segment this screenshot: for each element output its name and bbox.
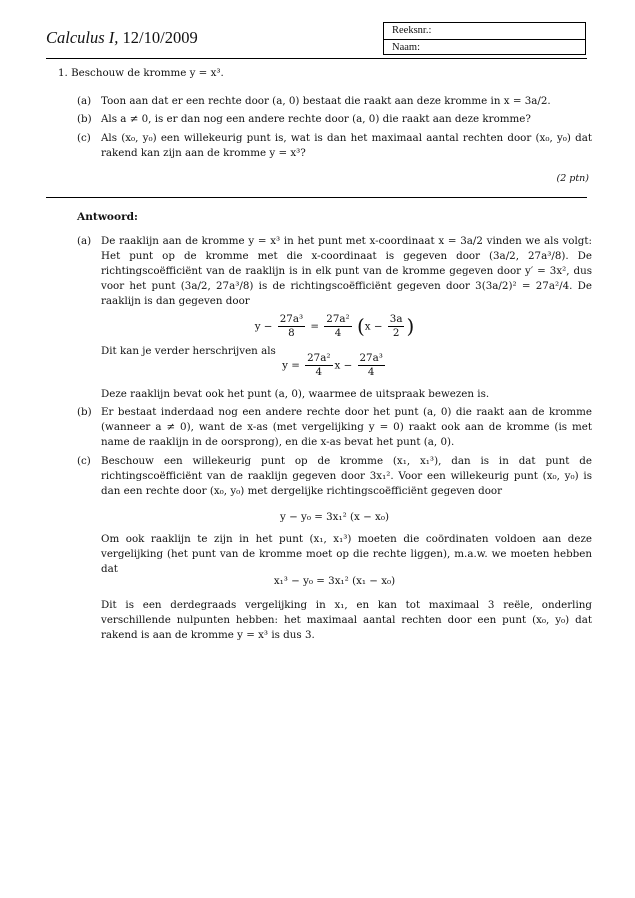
answer-part-c — [77, 454, 592, 499]
points-label: (2 ptn) — [556, 173, 589, 184]
answer-parts — [77, 234, 592, 884]
question-parts — [77, 94, 592, 174]
eq-lhs: y − — [254, 320, 273, 333]
open-paren: ( — [356, 314, 365, 338]
part-label: (b) — [77, 406, 92, 418]
name-box — [383, 22, 586, 55]
answer-c-paragraph-2-wrap — [77, 532, 592, 577]
part-text: Als (x₀, y₀) een willekeurig punt is, wat is dan het maximaal aantal rechten door (x₀, y₀) dat rakend kan zijn aan de kromme y = x³? — [101, 132, 592, 159]
part-text: Als a ≠ 0, is er dan nog een andere rechte door (a, 0) die raakt aan deze kromme? — [101, 113, 531, 125]
fraction: $\frac{\text{27a³}}{8}$ — [279, 313, 304, 339]
question-part-c — [77, 131, 592, 161]
answer-c-paragraph-2: Om ook raaklijn te zijn in het punt (x₁, x₁³) moeten die coördinaten voldoen aan deze vergelijking (het punt van de kromme moet op die rechte liggen), m.a.w. we moeten hebben dat — [101, 533, 592, 575]
answer-part-b — [77, 405, 592, 450]
part-label: (c) — [77, 455, 91, 467]
question-intro-text: Beschouw de kromme y = x³. — [71, 67, 224, 79]
equation-tangent-rewritten: y = $\frac{\text{27a²}}{4}$ x − $\frac{\text{27a³}}{4}$ — [282, 352, 383, 378]
exam-date: 12/10/2009 — [118, 28, 198, 47]
answer-c-paragraph-3-wrap — [77, 598, 592, 643]
equation-line-through-point: y − y₀ = 3x₁² (x − x₀) — [280, 511, 389, 523]
equation-tangent-line: y − $\frac{\text{27a³}}{8}$ = $\frac{\text{27a²}}{4}$ (x − $\frac{3a}{2}$ ) — [254, 313, 415, 339]
top-divider — [46, 58, 587, 59]
course-name: Calculus I, — [46, 28, 119, 47]
naam-field: Naam: — [384, 39, 585, 56]
answer-c-paragraph-1: Beschouw een willekeurig punt op de kromme (x₁, x₁³), dan is in dat punt de richtingscoëfficiënt van de raaklijn gegeven door 3x₁². Voor een willekeurig punt (x₀, y₀) is dan een rechte door (x₀, y₀) met dergelijke richtingscoëfficiënt gegeven door — [101, 455, 592, 497]
document-title — [46, 26, 198, 50]
answer-part-a — [77, 234, 592, 309]
answer-b-text: Er bestaat inderdaad nog een andere rechte door het punt (a, 0) die raakt aan de kromme (wanneer a ≠ 0), want de x-as (met vergelijking y = 0) raakt ook aan de kromme (is met name de raaklijn in de oorsprong), en die x-as bevat het punt (a, 0). — [101, 406, 592, 448]
part-label: (a) — [77, 95, 92, 107]
answer-a-paragraph-3: Deze raaklijn bevat ook het punt (a, 0), waarmee de uitspraak bewezen is. — [101, 388, 490, 400]
answer-c-paragraph-3: Dit is een derdegraads vergelijking in x₁, en kan tot maximaal 3 reële, onderling verschillende nulpunten hebben: het maximaal aantal rechten door een punt (x₀, y₀) dat rakend is aan de kromme y = x³ is dus 3. — [101, 599, 592, 641]
question-part-a — [77, 94, 592, 109]
question-part-b — [77, 112, 592, 127]
part-text: Toon aan dat er een rechte door (a, 0) bestaat die raakt aan deze kromme in x = 3a/2. — [101, 95, 551, 107]
fraction: $\frac{\text{27a³}}{4}$ — [359, 352, 383, 378]
fraction: $\frac{\text{27a²}}{4}$ — [326, 313, 350, 339]
fraction: $\frac{3a}{2}$ — [389, 313, 403, 339]
question-intro — [58, 66, 588, 81]
answer-divider — [46, 197, 587, 198]
question-number: 1. — [58, 67, 68, 79]
part-label: (c) — [77, 132, 91, 144]
equation-cubic: x₁³ − y₀ = 3x₁² (x₁ − x₀) — [273, 575, 396, 587]
reeksnr-field: Reeksnr.: — [392, 25, 432, 36]
answer-heading: Antwoord: — [77, 211, 138, 223]
part-label: (a) — [77, 235, 92, 247]
answer-a-paragraph-3-wrap — [77, 387, 592, 402]
close-paren: ) — [406, 314, 415, 338]
answer-a-paragraph-2: Dit kan je verder herschrijven als — [101, 345, 276, 357]
fraction: $\frac{\text{27a²}}{4}$ — [307, 352, 331, 378]
answer-a-paragraph-1: De raaklijn aan de kromme y = x³ in het punt met x-coordinaat x = 3a/2 vinden we als volgt: Het punt op de kromme met die x-coordinaat is gegeven door (3a/2, 27a³/8). De richtingscoëfficiënt van de raaklijn is in elk punt van de kromme gegeven door y′ = 3x², dus voor het punt (3a/2, 27a³/8) is de richtingscoëfficiënt gegeven door 3(3a/2)² = 27a²/4. De raaklijn is dan gegeven door — [101, 235, 592, 307]
part-label: (b) — [77, 113, 92, 125]
